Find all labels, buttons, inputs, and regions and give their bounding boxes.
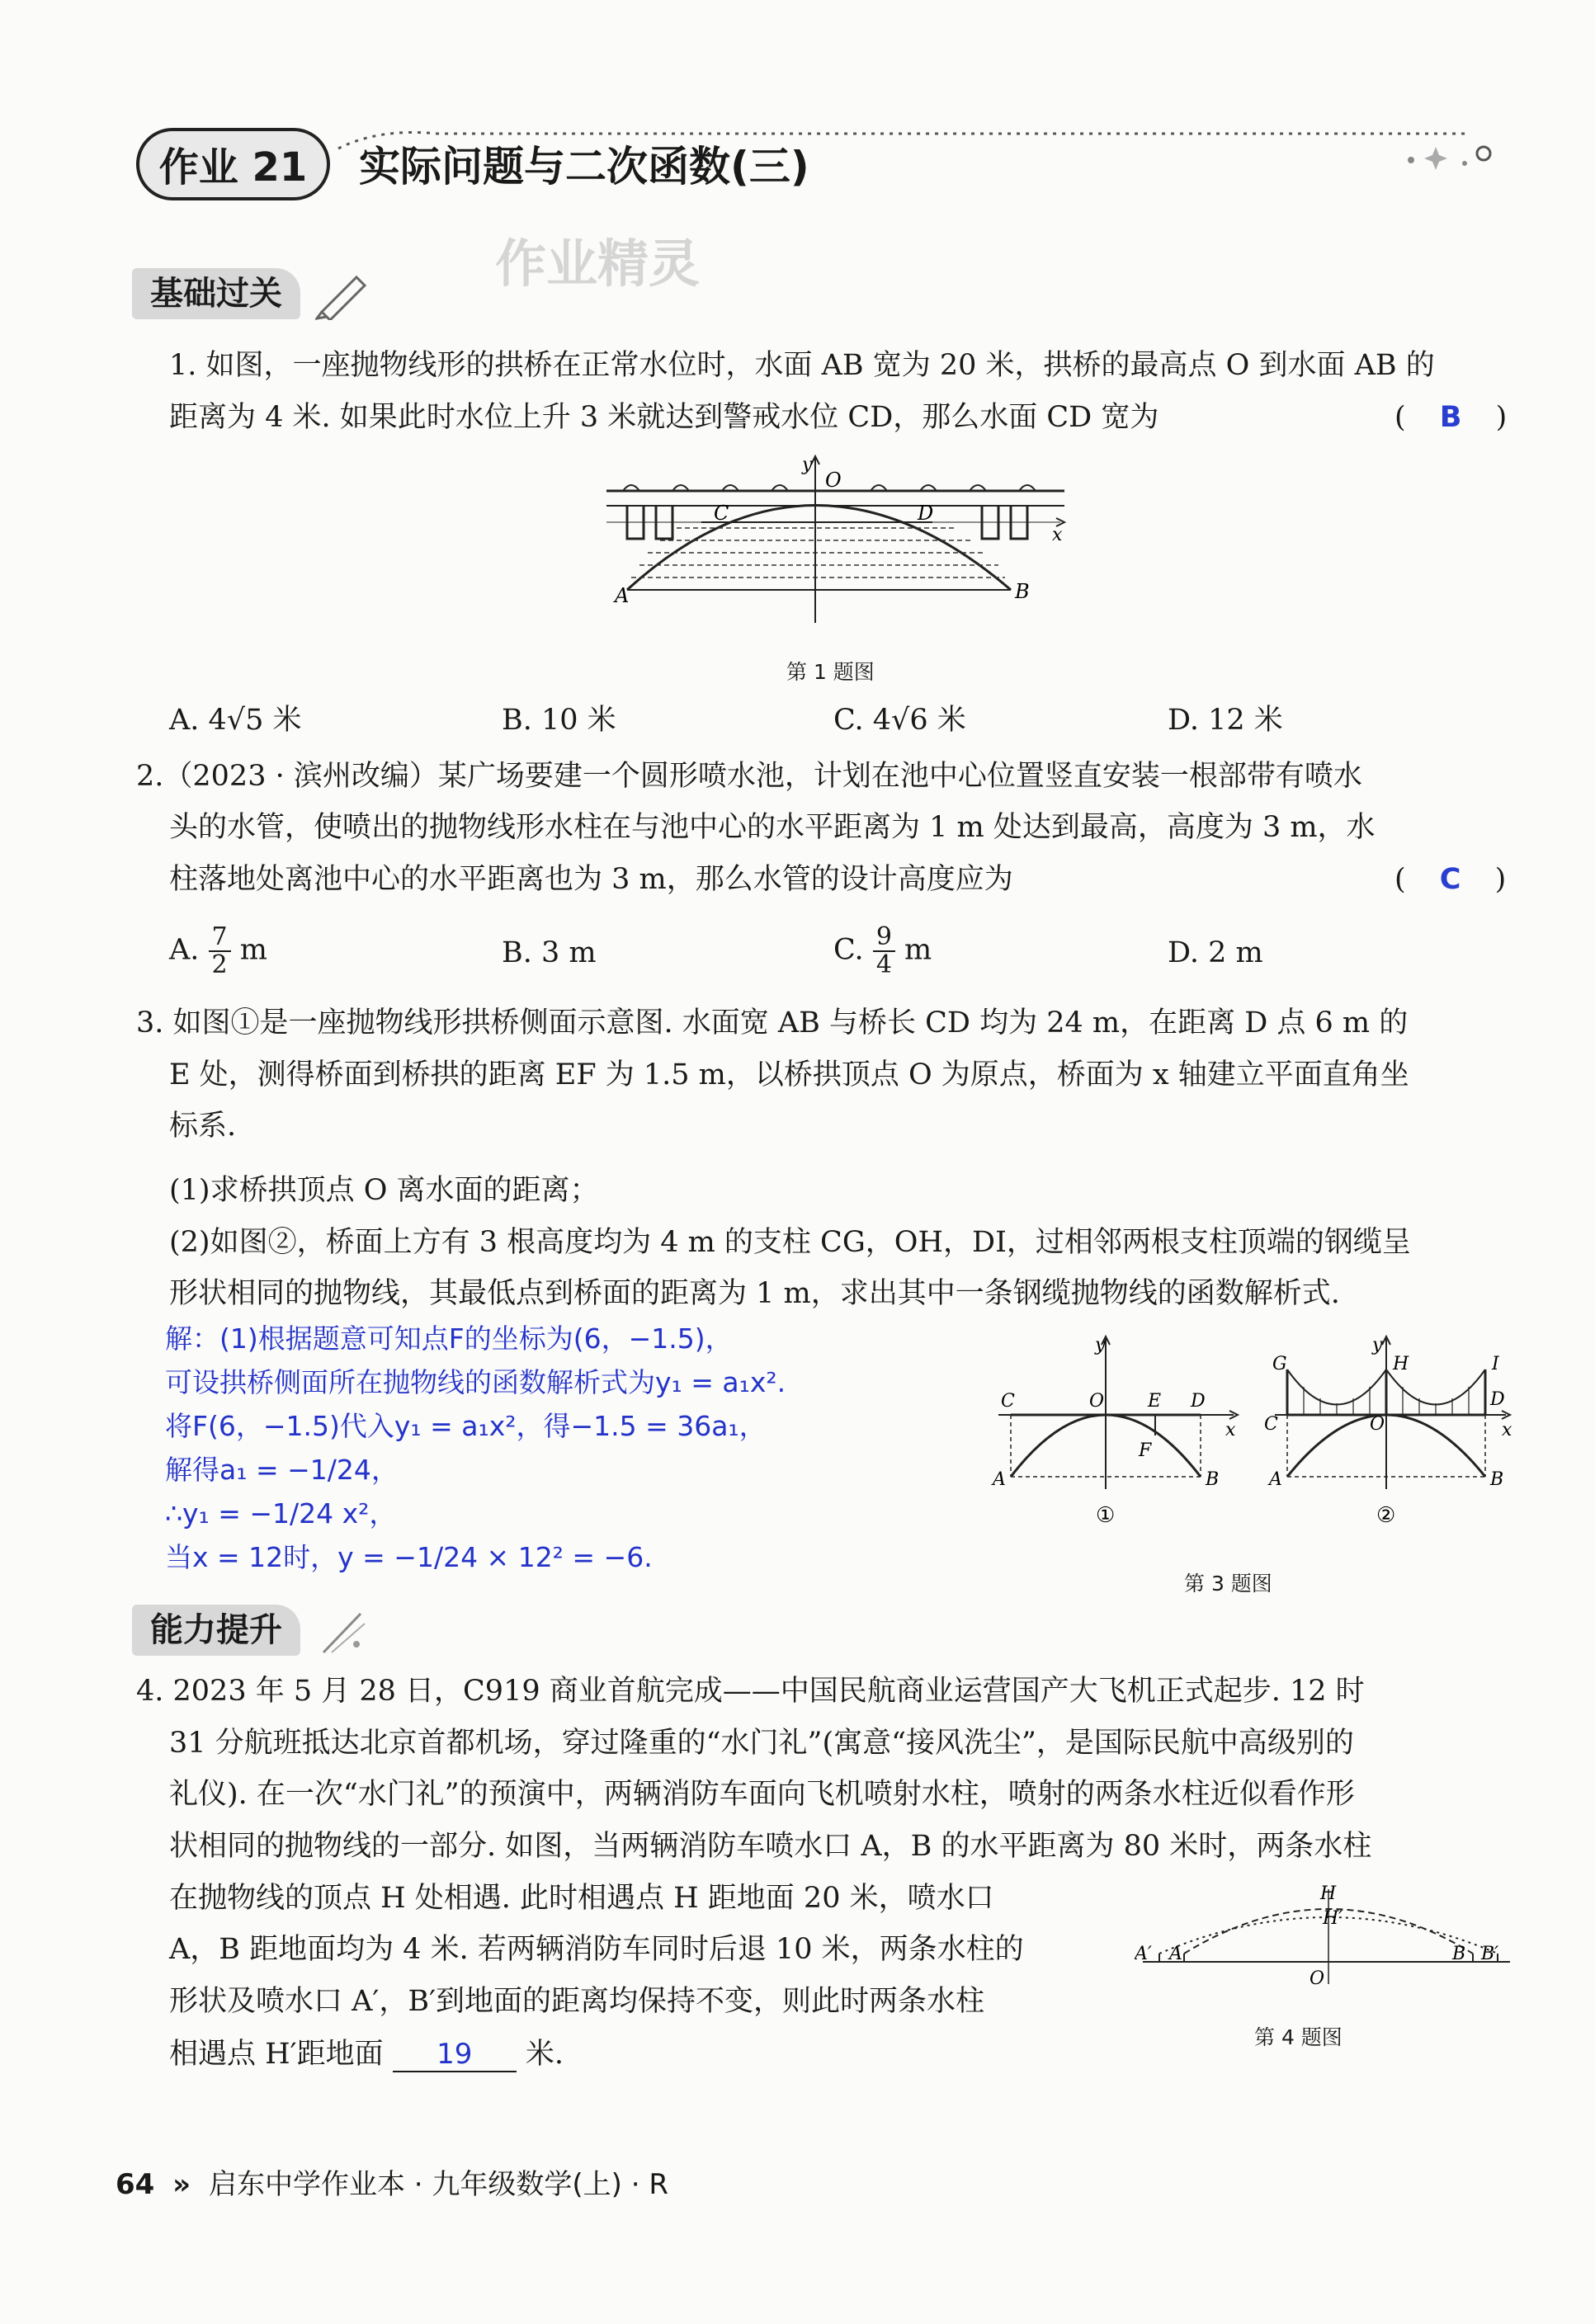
pencil-icon — [315, 271, 373, 320]
axis-y-label: y — [1095, 1335, 1106, 1355]
q1-answer: B — [1439, 401, 1462, 434]
q4-figure-caption: 第 4 题图 — [1254, 2025, 1343, 2049]
section-advanced: 能力提升 — [132, 1605, 300, 1656]
axis-x-label: x — [1225, 1420, 1236, 1440]
q2-option-b: B. 3 m — [502, 936, 597, 969]
sparkle-icon — [315, 1607, 373, 1657]
q3-solution-line4: 解得a₁ = −1/24， — [165, 1454, 399, 1486]
q3-solution-line1: 解：(1)根据题意可知点F的坐标为(6，−1.5)， — [165, 1322, 733, 1355]
page-title: 实际问题与二次函数(三) — [359, 143, 809, 191]
point-A-label: A — [615, 584, 630, 607]
axis-y-label: y — [802, 455, 813, 475]
watermark: 作业精灵 — [495, 233, 701, 294]
point-O-label: O — [1370, 1414, 1385, 1435]
q2-line1: 2.（2023 · 滨州改编）某广场要建一个圆形喷水池，计划在池中心位置竖直安装一根部带有喷水 — [136, 760, 1362, 793]
q1-option-a: A. 4√5 米 — [169, 704, 302, 737]
page-footer — [116, 2161, 668, 2202]
figure-2-label: ② — [1376, 1503, 1396, 1528]
point-H-label: H — [1320, 1883, 1337, 1904]
section-basic: 基础过关 — [132, 268, 300, 319]
assignment-badge: 作业 21 — [136, 128, 330, 200]
q2-line3: 柱落地处离池中心的水平距离也为 3 m，那么水管的设计高度应为 — [169, 863, 1013, 896]
q1-line1: 1. 如图，一座抛物线形的拱桥在正常水位时，水面 AB 宽为 20 米，拱桥的最高点 O 到水面 AB 的 — [169, 349, 1435, 382]
double-arrow-icon: » — [172, 2168, 191, 2201]
point-B-label: B — [1452, 1944, 1466, 1964]
axis-x-label: x — [1502, 1420, 1512, 1440]
q1-figure — [594, 450, 1073, 631]
q2-option-a: A. $\frac{7}{2}$ m — [169, 922, 267, 979]
q1-option-c: C. 4√6 米 — [833, 704, 966, 737]
point-D-label: D — [1191, 1391, 1206, 1412]
q1-line2: 距离为 4 米. 如果此时水位上升 3 米就达到警戒水位 CD，那么水面 CD 宽为 — [169, 401, 1159, 434]
figure-1-label: ① — [1096, 1503, 1116, 1528]
q3-solution-line5: ∴y₁ = −1/24 x²， — [165, 1497, 397, 1530]
q2-option-c: C. $\frac{9}{4}$ m — [833, 922, 932, 979]
q4-line1: 4. 2023 年 5 月 28 日，C919 商业首航完成——中国民航商业运营国产大飞机正式起步. 12 时 — [136, 1675, 1365, 1708]
bracket-open: ( — [1394, 863, 1406, 896]
q3-part2-line2: 形状相同的抛物线，其最低点到桥面的距离为 1 m，求出其中一条钢缆抛物线的函数解析式. — [169, 1277, 1340, 1310]
q3-solution-line6: 当x = 12时，y = −1/24 × 12² = −6. — [165, 1541, 653, 1573]
axis-y-label: y — [1372, 1335, 1383, 1355]
axis-x-label: x — [1052, 525, 1063, 545]
point-B-label: B — [1490, 1469, 1504, 1490]
point-O-label: O — [825, 469, 842, 492]
point-E-label: E — [1148, 1391, 1162, 1412]
book-title: 启东中学作业本 · 九年级数学(上) · R — [208, 2168, 668, 2201]
q1-option-d: D. 12 米 — [1168, 704, 1283, 737]
q4-line2: 31 分航班抵达北京首都机场，穿过隆重的“水门礼”(寓意“接风洗尘”，是国际民航中高级别的 — [169, 1727, 1354, 1760]
point-G-label: G — [1272, 1354, 1287, 1374]
q3-solution-line3: 将F(6，−1.5)代入y₁ = a₁x²，得−1.5 = 36a₁， — [165, 1410, 767, 1442]
bracket-close: ) — [1495, 401, 1508, 434]
q3-part1: (1)求桥拱顶点 O 离水面的距离； — [169, 1174, 599, 1207]
q4-line5: 在抛物线的顶点 H 处相遇. 此时相遇点 H 距地面 20 米，喷水口 — [169, 1882, 994, 1915]
fraction: $\frac{9}{4}$ — [873, 924, 895, 978]
q3-line2: E 处，测得桥面到桥拱的距离 EF 为 1.5 m，以桥拱顶点 O 为原点，桥面为 x 轴建立平面直角坐 — [169, 1058, 1409, 1091]
q4-figure — [1135, 1881, 1514, 1996]
q4-line4: 状相同的抛物线的一部分. 如图，当两辆消防车喷水口 A，B 的水平距离为 80 米时，两条水柱 — [169, 1830, 1372, 1863]
q4-line3: 礼仪). 在一次“水门礼”的预演中，两辆消防车面向飞机喷射水柱，喷射的两条水柱近似看作形 — [169, 1778, 1355, 1811]
q4-line6: A，B 距地面均为 4 米. 若两辆消防车同时后退 10 米，两条水柱的 — [169, 1933, 1024, 1966]
q3-line3: 标系. — [169, 1110, 237, 1143]
point-I-label: I — [1492, 1354, 1499, 1374]
point-A-prime-label: A′ — [1135, 1944, 1152, 1964]
point-B-label: B — [1015, 580, 1030, 603]
point-C-label: C — [714, 502, 729, 525]
q2-option-d: D. 2 m — [1168, 936, 1263, 969]
point-F-label: F — [1139, 1440, 1152, 1461]
point-A-label: A — [993, 1469, 1006, 1490]
q3-line1: 3. 如图①是一座抛物线形拱桥侧面示意图. 水面宽 AB 与桥长 CD 均为 24 m，在距离 D 点 6 m 的 — [136, 1006, 1409, 1039]
bracket-close: ) — [1494, 863, 1507, 896]
q1-figure-caption: 第 1 题图 — [786, 660, 875, 684]
point-D-label: D — [1490, 1389, 1505, 1410]
q3-figure-2 — [1254, 1332, 1518, 1539]
point-O-label: O — [1310, 1968, 1325, 1989]
point-B-label: B — [1206, 1469, 1220, 1490]
q4-answer: 19 — [437, 2038, 473, 2071]
q2-answer-bracket — [1394, 856, 1510, 903]
point-D-label: D — [918, 502, 934, 525]
point-H-label: H — [1393, 1354, 1409, 1374]
point-C-label: C — [1264, 1414, 1278, 1435]
point-C-label: C — [1001, 1391, 1015, 1412]
q4-line8: 相遇点 H′距地面 19 米. — [169, 2038, 564, 2071]
q3-solution-line2: 可设拱桥侧面所在抛物线的函数解析式为y₁ = a₁x². — [165, 1366, 786, 1398]
q1-answer-bracket — [1394, 394, 1510, 441]
q4-answer-blank — [393, 2038, 517, 2072]
page-number: 64 — [116, 2168, 155, 2201]
q2-line2: 头的水管，使喷出的抛物线形水柱在与池中心的水平距离为 1 m 处达到最高，高度为 3 m，水 — [169, 811, 1376, 844]
point-A-label: A — [1169, 1944, 1182, 1964]
point-H-prime-label: H′ — [1323, 1908, 1343, 1929]
point-A-label: A — [1269, 1469, 1282, 1490]
q3-part2-line1: (2)如图②，桥面上方有 3 根高度均为 4 m 的支柱 CG，OH，DI，过相邻两根支柱顶端的钢缆呈 — [169, 1226, 1411, 1259]
q3-figure-1 — [986, 1332, 1250, 1539]
point-O-label: O — [1089, 1391, 1105, 1412]
fraction: $\frac{7}{2}$ — [209, 924, 231, 978]
q3-figure-caption: 第 3 题图 — [1184, 1572, 1272, 1596]
q1-option-b: B. 10 米 — [502, 704, 616, 737]
q2-answer: C — [1439, 863, 1461, 896]
bracket-open: ( — [1394, 401, 1406, 434]
q4-line7: 形状及喷水口 A′，B′到地面的距离均保持不变，则此时两条水柱 — [169, 1985, 985, 2018]
header-dotted-line — [330, 124, 1518, 173]
point-B-prime-label: B′ — [1481, 1944, 1499, 1964]
